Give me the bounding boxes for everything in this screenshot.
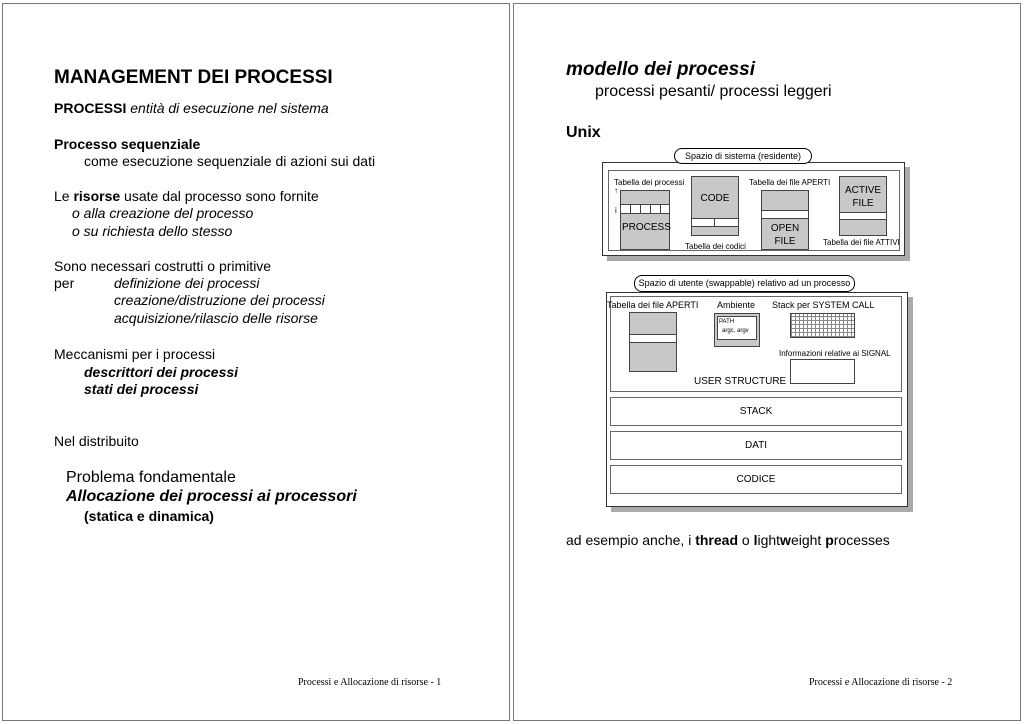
open-file-row [761,210,809,219]
code-table-row [691,218,739,227]
seq-title: Processo sequenziale [54,136,201,152]
process-table-cell-divider [650,204,651,214]
ambiente-label: Ambiente [717,300,756,310]
active-file-label-2: FILE [852,198,874,209]
user-structure-label: USER STRUCTURE [694,376,787,387]
thread-word: thread [695,532,738,548]
unix-diagram [514,4,1020,524]
footer: Processi e Allocazione di risorse - 1 [298,677,442,688]
codice-segment: CODICE [610,465,902,494]
stack-syscall-block [790,313,855,338]
processi-desc: entità di esecuzione nel sistema [130,100,329,116]
user-space-label: Spazio di utente (swappable) relativo ad un processo [634,275,855,292]
costrutti: Sono necessari costrutti o primitive [54,258,272,274]
thread-ight: ight [757,532,781,548]
stack-segment: STACK [610,397,902,426]
risorse-word: risorse [73,188,121,204]
distribuito: Nel distribuito [54,433,139,449]
tab-codici-label: Tabella dei codici [685,242,746,251]
processi-label: PROCESSI [54,100,127,116]
risorse-opt1: o alla creazione del processo [72,205,254,221]
dati-segment: DATI [610,431,902,460]
tab-file-aperti-sys-label: Tabella dei file APERTI [749,178,831,187]
per-item-3: acquisizione/rilascio delle risorse [114,310,318,326]
thread-note-pre: ad esempio anche, i [566,532,696,548]
page-title: modello dei processi [566,59,755,80]
system-space-label: Spazio di sistema (residente) [674,148,812,164]
risorse-post: usate dal processo sono fornite [120,188,319,204]
signal-info-label: Informazioni relative ai SIGNAL [779,349,891,358]
meccanismi-item-2: stati dei processi [84,381,199,397]
thread-note [566,532,890,548]
stack-syscall-label: Stack per SYSTEM CALL [772,300,875,310]
code-table-cell-divider [714,218,715,227]
per-item-2: creazione/distruzione dei processi [114,292,325,308]
per-label: per [54,275,75,291]
idx-arrow: ↑ [614,186,618,195]
problema: Problema fondamentale [66,469,236,486]
allocazione: Allocazione dei processi ai processori [66,488,357,505]
path-label: PATH [719,319,735,325]
process-table-block [620,190,670,250]
per-item-1: definizione dei processi [114,275,260,291]
process-label: PROCESS [622,222,671,233]
process-table-cell-divider [630,204,631,214]
argc-label: argc, argv [722,328,749,334]
signal-block [790,359,855,384]
active-file-label-1: ACTIVE [844,185,882,196]
code-table-block [691,176,739,236]
tab-file-aperti-user-label: Tabella dei file APERTI [607,300,699,310]
thread-p: p [825,532,834,548]
thread-l: l [753,532,758,548]
thread-eight: eight [790,532,826,548]
thread-rocesses: rocesses [833,532,890,548]
unix-heading: Unix [566,124,601,141]
page-left [2,3,510,721]
open-file-label-1: OPEN [770,223,800,234]
page-subtitle: processi pesanti/ processi leggeri [595,83,832,100]
tab-processi-label: Tabella dei processi [614,178,685,187]
thread-note-mid: o [738,532,754,548]
active-file-row [839,212,887,220]
idx-i: i [615,206,617,215]
risorse-opt2: o su richiesta dello stesso [72,223,233,239]
footer: Processi e Allocazione di risorse - 2 [809,677,953,688]
user-open-file-row [629,334,677,343]
thread-w: w [780,532,791,548]
statica: (statica e dinamica) [84,508,214,524]
process-table-cell-divider [640,204,641,214]
page-right [513,3,1021,721]
meccanismi: Meccanismi per i processi [54,346,216,362]
open-file-label-2: FILE [774,236,796,247]
risorse-line [54,188,319,204]
risorse-pre: Le [54,188,74,204]
meccanismi-item-1: descrittori dei processi [84,364,239,380]
code-label: CODE [700,193,730,204]
processi-line [54,100,329,116]
page-title: MANAGEMENT DEI PROCESSI [54,67,333,88]
process-table-cell-divider [660,204,661,214]
tab-file-attivi-label: Tabella dei file ATTIVI [823,238,900,247]
seq-desc: come esecuzione sequenziale di azioni sui dati [84,153,376,169]
process-table-row [620,204,670,214]
